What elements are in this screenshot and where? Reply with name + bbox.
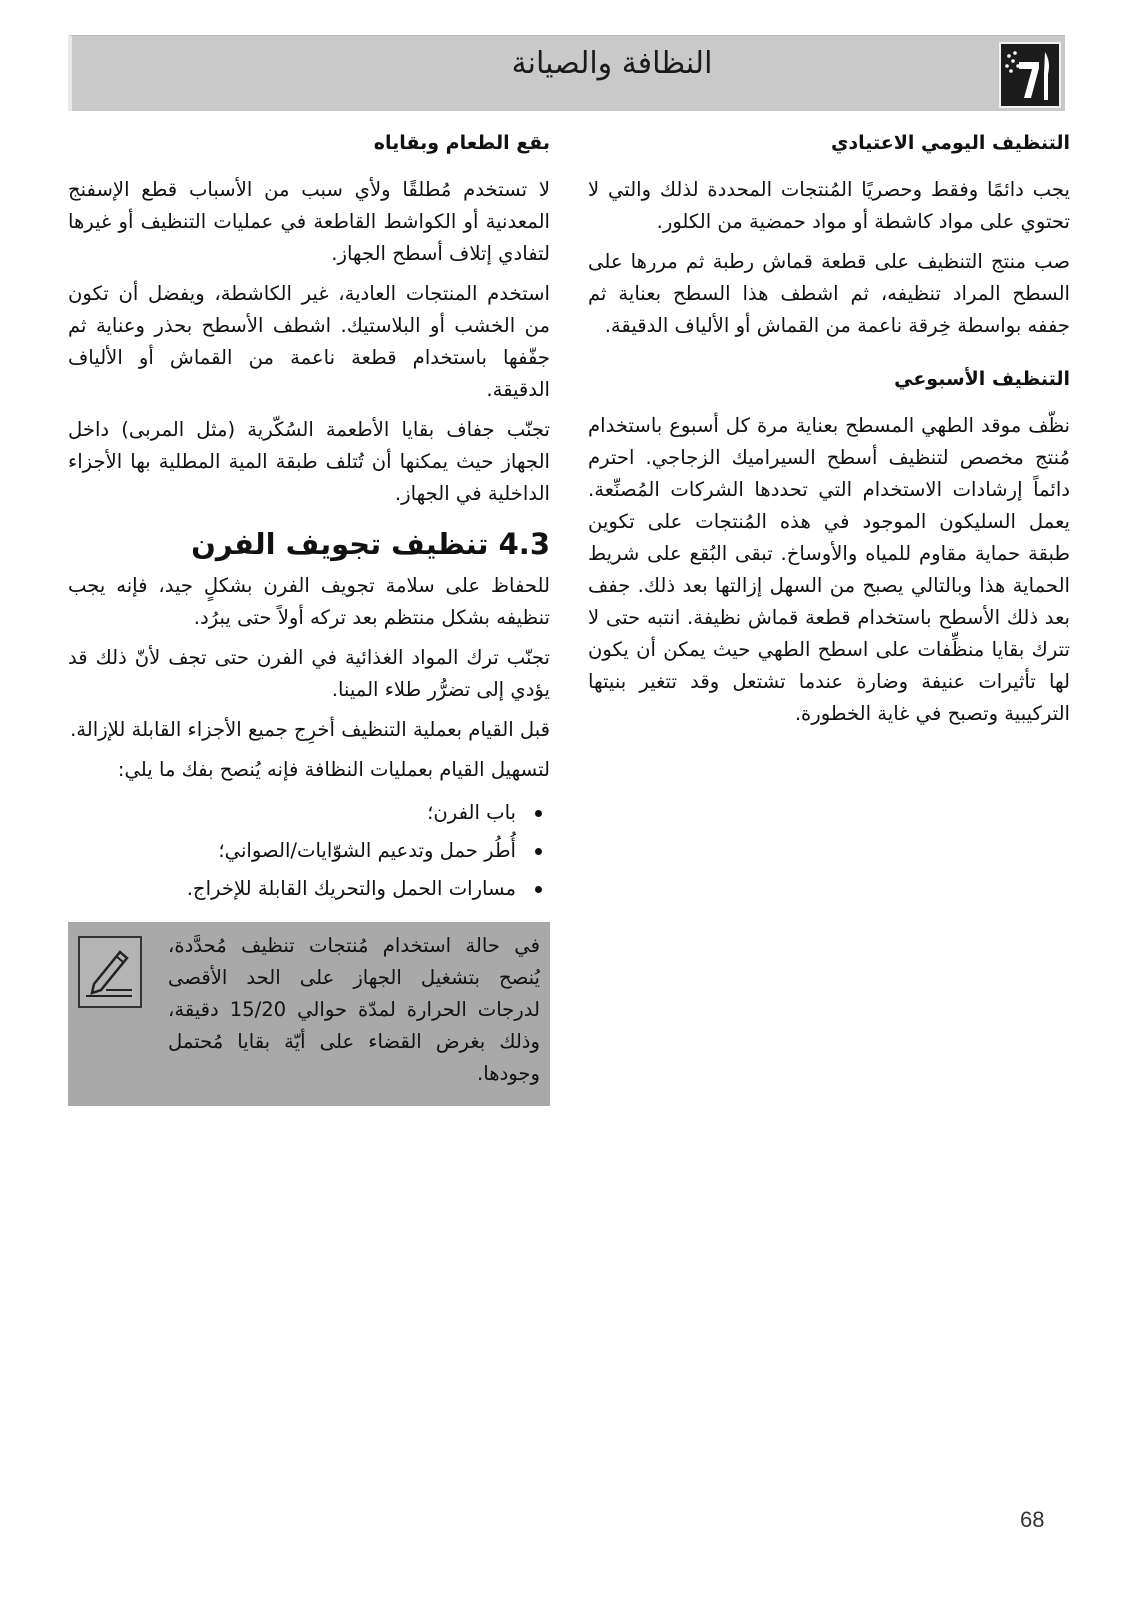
oven-paragraph-2: تجنّب ترك المواد الغذائية في الفرن حتى تجف لأنّ ذلك قد يؤدي إلى تضرُّر طلاء المينا. [68, 646, 550, 701]
section-title: 4.3 تنظيف تجويف الفرن [191, 527, 550, 561]
daily-paragraph-2: صب منتج التنظيف على قطعة قماش رطبة ثم مررها على السطح المراد تنظيفه، ثم اشطف هذا السطح بعناية ثم جففه بواسطة خِرقة ناعمة من القماش أو الألياف الدقيقة. [588, 250, 1070, 337]
food-stains-paragraph-2: استخدم المنتجات العادية، غير الكاشطة، ويفضل أن تكون من الخشب أو البلاستيك. اشطف الأسطح بحذر وعناية ثم جفّفها باستخدام قطعة ناعمة من القماش أو الألياف الدقيقة. [68, 282, 550, 401]
cleaning-maintenance-icon [999, 42, 1061, 108]
pencil-note-icon [78, 936, 142, 1008]
right-column [588, 128, 1070, 738]
oven-paragraph-1: للحفاظ على سلامة تجويف الفرن بشكلٍ جيد، فإنه يجب تنظيفه بشكل منتظم بعد تركه أولاً حتى يبرُد. [68, 574, 550, 629]
daily-cleaning-heading: التنظيف اليومي الاعتيادي [830, 132, 1070, 154]
list-item: أُطُر حمل وتدعيم الشوّايات/الصواني؛ [68, 832, 516, 870]
left-column [68, 128, 550, 1106]
weekly-cleaning-heading: التنظيف الأسبوعي [894, 368, 1070, 390]
daily-paragraph-1: يجب دائمًا وفقط وحصريًا المُنتجات المحددة لذلك والتي لا تحتوي على مواد كاشطة أو مواد حمضية من الكلور. [588, 178, 1070, 233]
note-text: في حالة استخدام مُنتجات تنظيف مُحدَّدة، يُنصح بتشغيل الجهاز على الحد الأقصى لدرجات الحرارة لمدّة حوالي 15/20 دقيقة، وذلك بغرض القضاء على أيّة بقايا مُحتمل وجودها. [168, 934, 540, 1085]
list-item: مسارات الحمل والتحريك القابلة للإخراج. [68, 870, 516, 908]
food-stains-paragraph-3: تجنّب جفاف بقايا الأطعمة السُكّرية (مثل المربى) داخل الجهاز حيث يمكنها أن تُتلف طبقة المية المطلية بها الأجزاء الداخلية في الجهاز. [68, 418, 550, 505]
weekly-paragraph: نظّف موقد الطهي المسطح بعناية مرة كل أسبوع باستخدام مُنتج مخصص لتنظيف أسطح السيراميك الزجاجي. احترم دائماً إرشادات الاستخدام التي تحددها الشركات المُصنِّعة. يعمل السليكون الموجود في هذه المُنتجات على تكوين طبقة حماية مقاوم للمياه والأوساخ. تبقى البُقع على شريط الحماية هذا وبالتالي يصبح من السهل إزالتها بعد ذلك. جفف بعد ذلك الأسطح باستخدام قطعة قماش نظيفة. انتبه حتى لا تترك بقايا منظِّفات على اسطح الطهي حيث يمكن أن يكون لها تأثيرات عنيفة وضارة عندما تشتعل وقد تتغير بنيتها التركيبية وتصبح في غاية الخطورة. [588, 414, 1070, 725]
oven-paragraph-4: لتسهيل القيام بعمليات النظافة فإنه يُنصح بفك ما يلي: [117, 758, 550, 781]
removable-parts-list [68, 794, 550, 908]
oven-paragraph-3: قبل القيام بعملية التنظيف أخرِج جميع الأجزاء القابلة للإزالة. [70, 718, 550, 741]
note-box [68, 922, 550, 1106]
page-number: 68 [1020, 1507, 1045, 1532]
food-stains-paragraph-1: لا تستخدم مُطلقًا ولأي سبب من الأسباب قطع الإسفنج المعدنية أو الكواشط القاطعة في عمليات التنظيف أو غيرها لتفادي إتلاف أسطح الجهاز. [68, 178, 550, 265]
page-header [68, 35, 1065, 111]
food-stains-heading: بقع الطعام وبقاياه [373, 132, 550, 154]
list-item: باب الفرن؛ [68, 794, 516, 832]
page-title: النظافة والصيانة [511, 46, 713, 81]
